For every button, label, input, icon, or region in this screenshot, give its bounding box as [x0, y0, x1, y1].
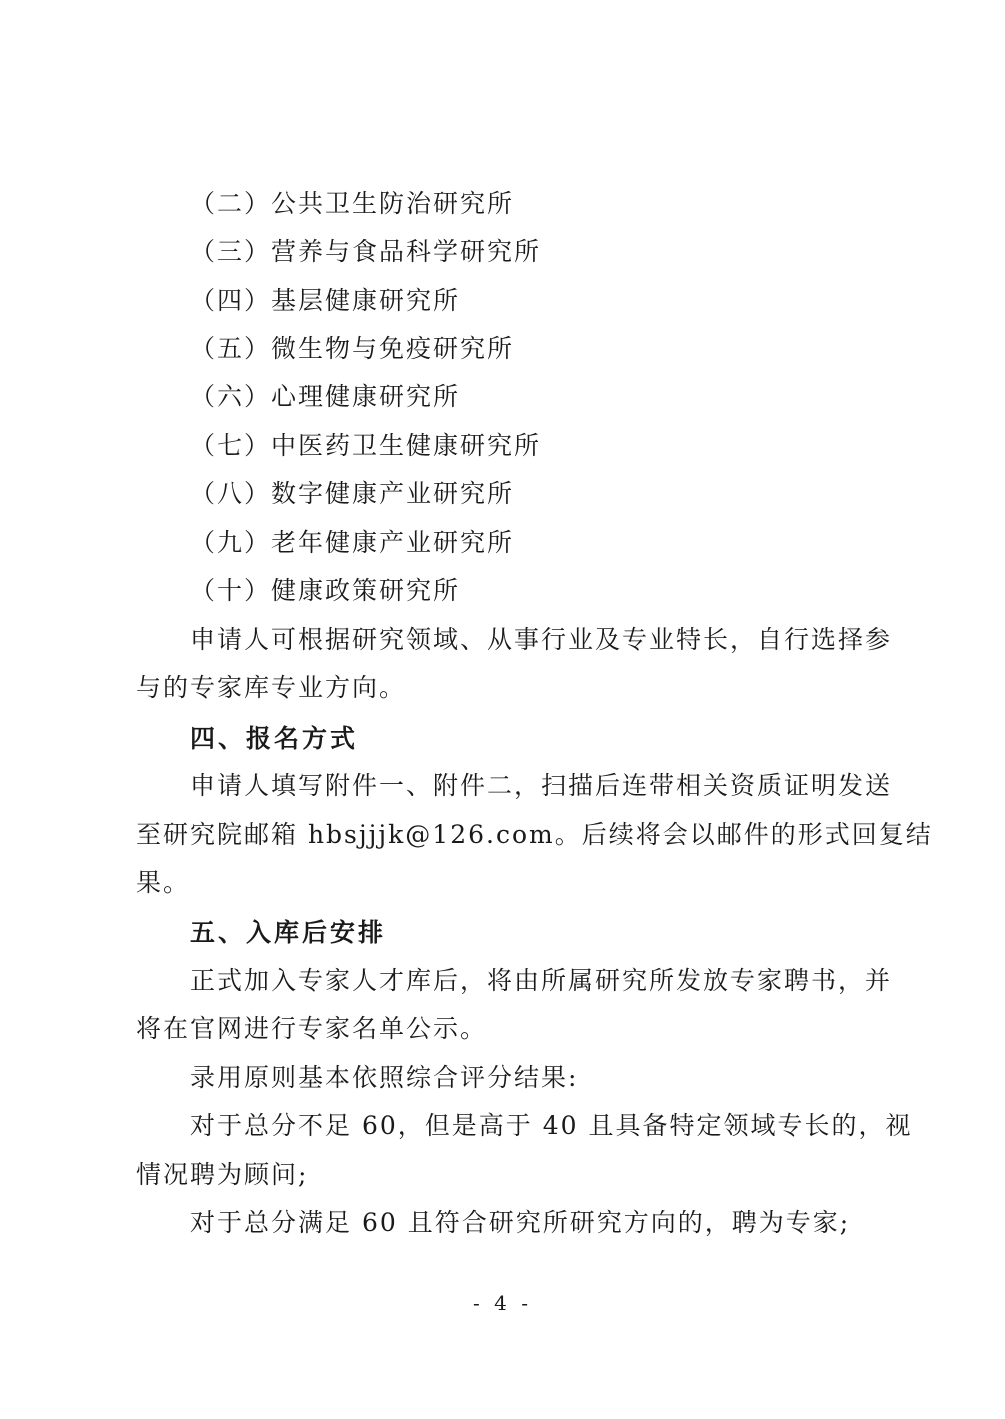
advisor-rule-line: 情况聘为顾问; — [136, 1160, 309, 1189]
expert-rule-line: 对于总分满足 60 且符合研究所研究方向的，聘为专家; — [190, 1208, 851, 1237]
arrangement-paragraph-line: 将在官网进行专家名单公示。 — [136, 1014, 488, 1043]
list-item: （七）中医药卫生健康研究所 — [190, 431, 542, 460]
arrangement-paragraph-line: 正式加入专家人才库后，将由所属研究所发放专家聘书，并 — [190, 966, 893, 995]
direction-paragraph-line: 与的专家库专业方向。 — [136, 673, 407, 702]
list-item: （五）微生物与免疫研究所 — [190, 334, 515, 363]
signup-paragraph-line: 至研究院邮箱 hbsjjjk@126.com。后续将会以邮件的形式回复结 — [136, 820, 933, 849]
list-item: （六）心理健康研究所 — [190, 382, 461, 411]
direction-paragraph-line: 申请人可根据研究领域、从事行业及专业特长，自行选择参 — [190, 625, 893, 654]
section-heading-arrangement: 五、入库后安排 — [190, 918, 387, 947]
list-item: （十）健康政策研究所 — [190, 576, 461, 605]
section-heading-signup: 四、报名方式 — [190, 724, 359, 753]
signup-paragraph-line: 果。 — [136, 868, 191, 897]
list-item: （九）老年健康产业研究所 — [190, 528, 515, 557]
list-item: （三）营养与食品科学研究所 — [190, 237, 542, 266]
signup-paragraph-line: 申请人填写附件一、附件二，扫描后连带相关资质证明发送 — [190, 771, 893, 800]
list-item: （八）数字健康产业研究所 — [190, 479, 515, 508]
list-item: （四）基层健康研究所 — [190, 286, 461, 315]
page-number: - 4 - — [473, 1291, 532, 1315]
list-item: （二）公共卫生防治研究所 — [190, 189, 515, 218]
principle-paragraph: 录用原则基本依照综合评分结果: — [190, 1063, 579, 1092]
advisor-rule-line: 对于总分不足 60，但是高于 40 且具备特定领域专长的，视 — [190, 1111, 913, 1140]
